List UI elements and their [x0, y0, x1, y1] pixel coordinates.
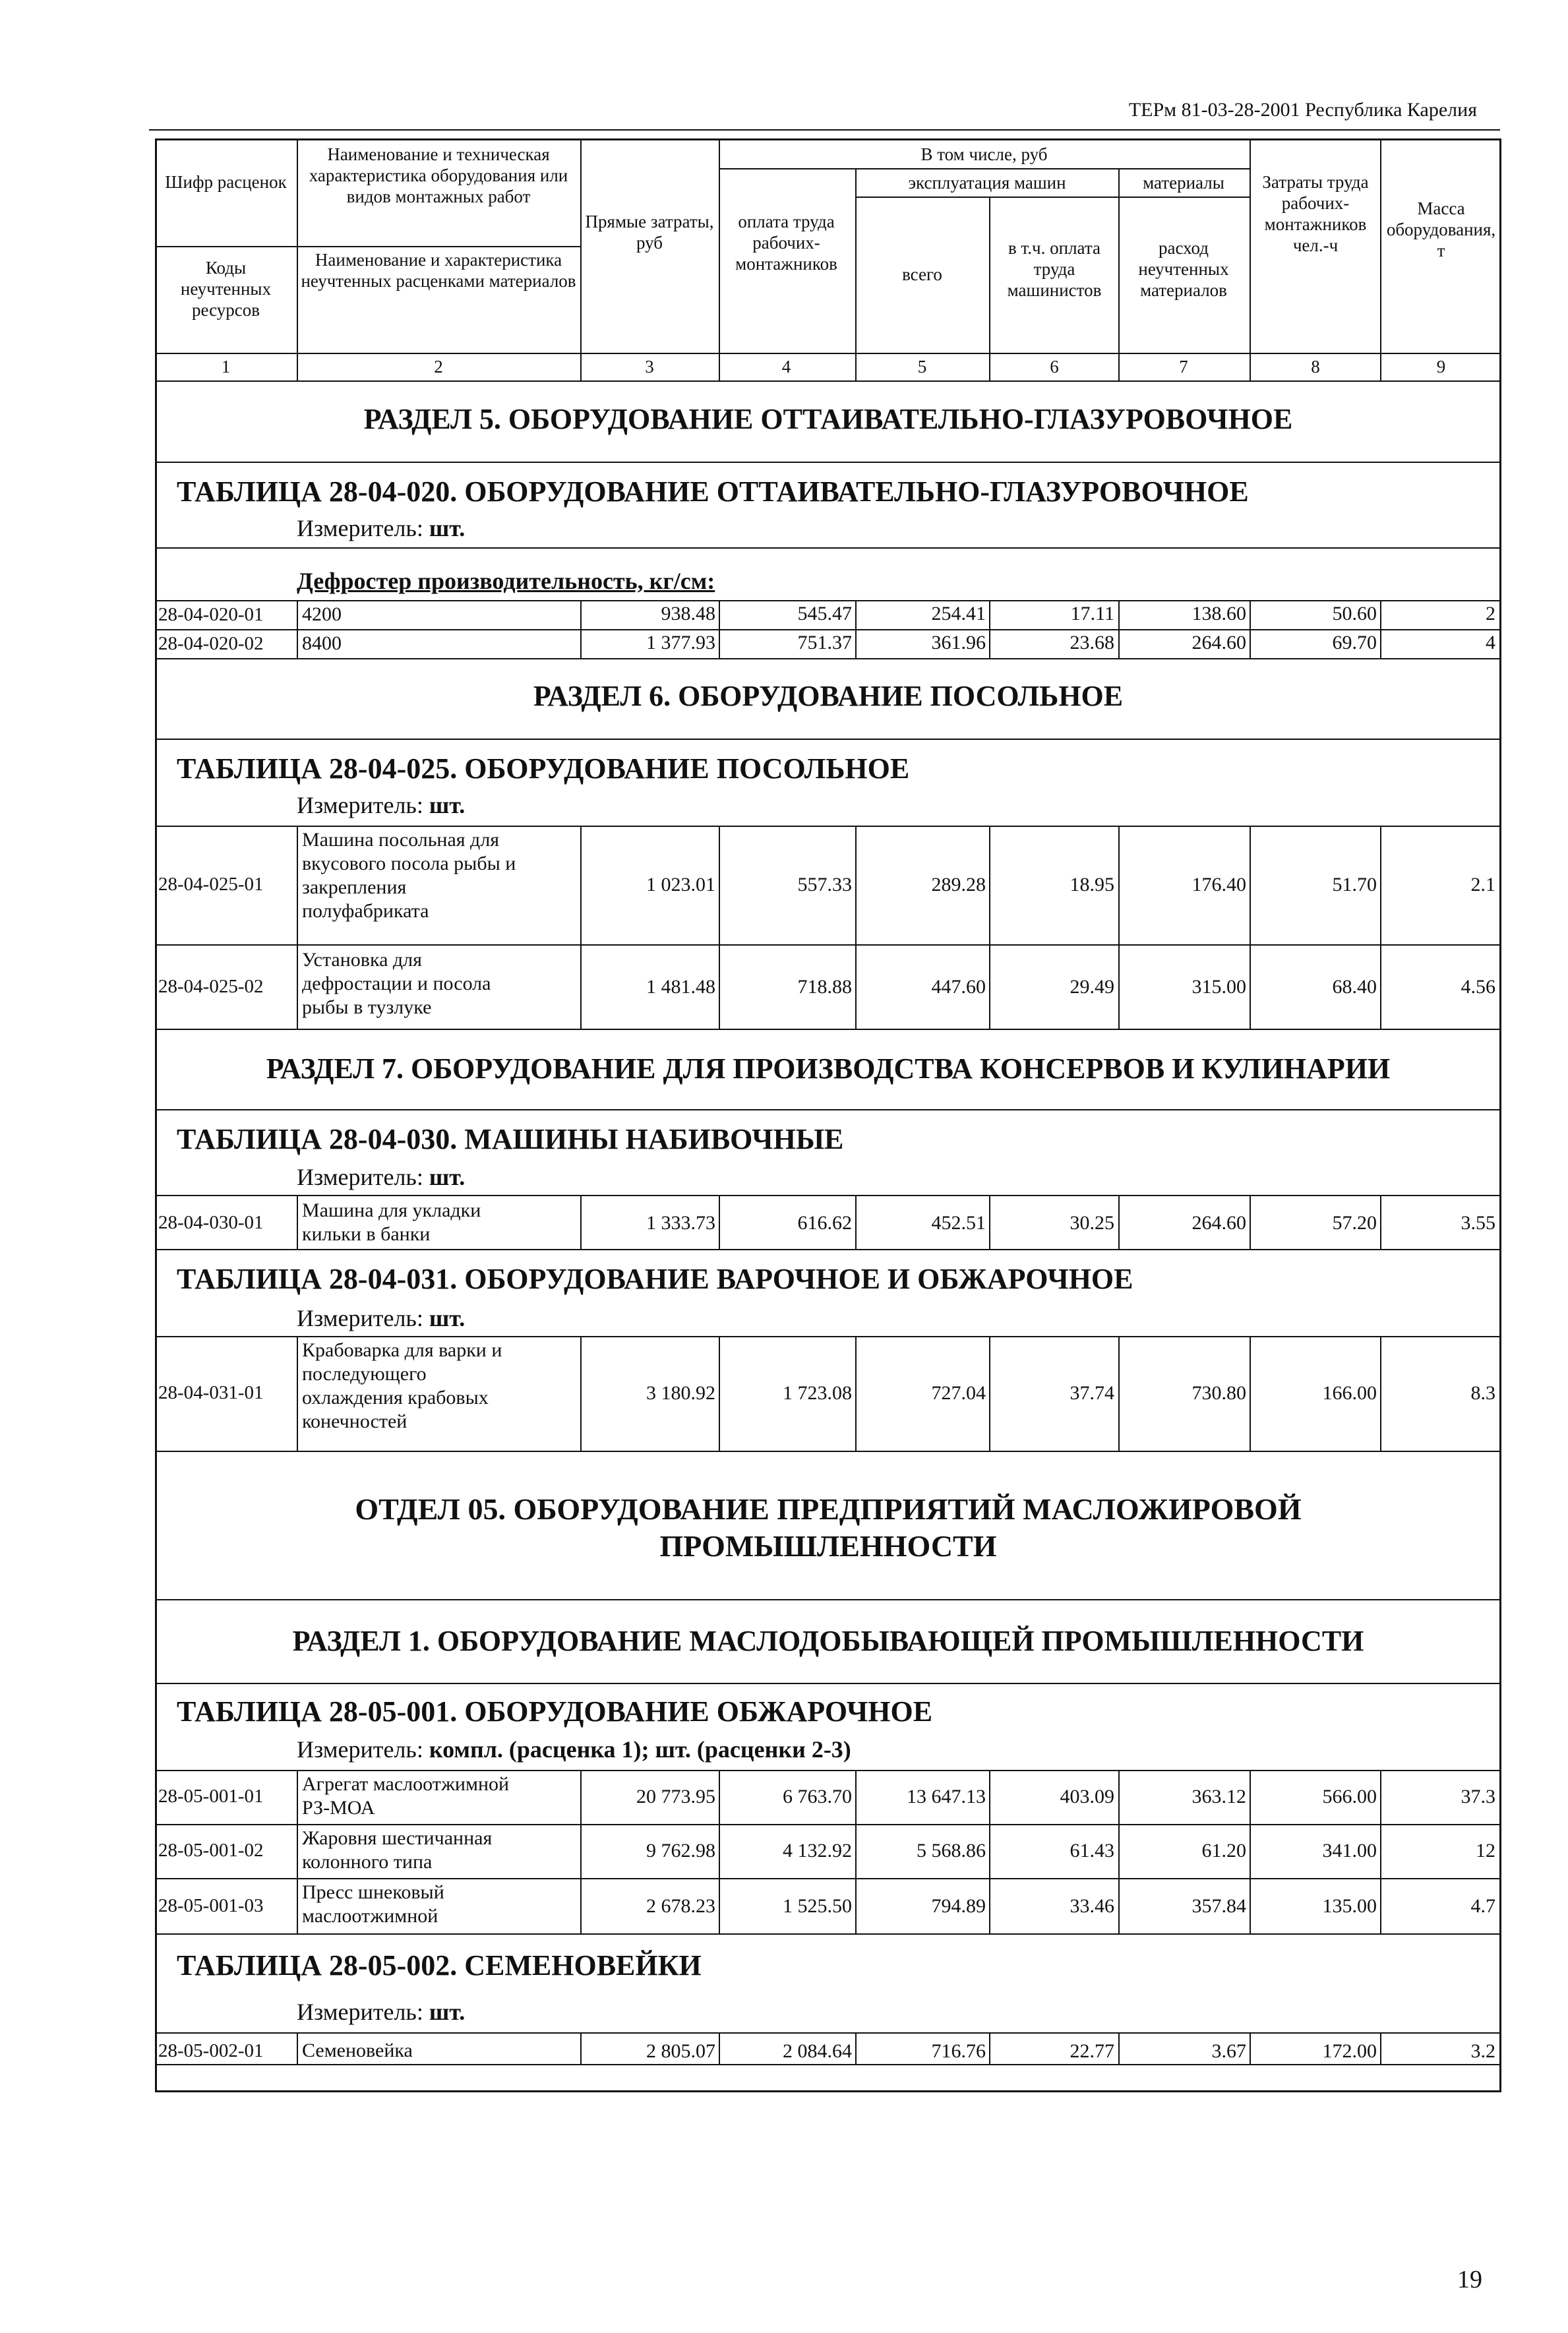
body-vline: [1118, 1336, 1120, 1451]
body-vline: [580, 600, 582, 658]
body-vline: [1250, 1770, 1251, 1933]
body-vline: [297, 1770, 298, 1933]
hline-s7d: [155, 1336, 1501, 1337]
row-name: [302, 948, 491, 1019]
code-split-line: [155, 246, 297, 247]
col7-header: расход неучтенных материалов: [1138, 238, 1229, 300]
body-vline: [1380, 2032, 1381, 2064]
cell-mass: 3.55: [1461, 1212, 1495, 1234]
cell-machine-total: 289.28: [931, 874, 986, 895]
row-code: 28-04-020-01: [158, 604, 264, 625]
colnum-6: 6: [1050, 357, 1059, 377]
body-vline: [1380, 1195, 1381, 1249]
cell-mass: 12: [1476, 1840, 1495, 1862]
body-vline: [297, 2032, 298, 2064]
body-vline: [989, 1195, 990, 1249]
hline-s7b: [155, 1195, 1501, 1196]
col2b-header: Наименование и характеристика неучтенных расценками материалов: [301, 250, 576, 291]
row-name-line: охлаждения крабовых: [302, 1387, 489, 1409]
col4-header: оплата труда рабочих-монтажников: [735, 212, 837, 274]
cell-mass: 2.1: [1470, 874, 1495, 895]
measure-r1a: [297, 1736, 851, 1763]
cell-mass: 2: [1486, 603, 1495, 624]
colnum-9: 9: [1436, 357, 1446, 377]
body-vline: [1380, 600, 1381, 658]
cell-labor-hours: 50.60: [1332, 603, 1377, 624]
table-28-04-030-title: ТАБЛИЦА 28-04-030. МАШИНЫ НАБИВОЧНЫЕ: [177, 1123, 844, 1155]
measure-label: Измеритель:: [297, 1305, 423, 1331]
cell-mass: 4: [1486, 632, 1495, 653]
body-vline: [719, 2032, 720, 2064]
hline-s7: [155, 1109, 1501, 1110]
measure-r1b: [297, 1998, 465, 2026]
cell-direct-cost: 1 481.48: [646, 976, 715, 998]
cell-labor-hours: 166.00: [1322, 1382, 1377, 1404]
cell-machinist-pay: 30.25: [1070, 1212, 1114, 1234]
body-vline: [855, 1195, 857, 1249]
page-header: ТЕРм 81-03-28-2001 Республика Карелия: [1128, 99, 1477, 121]
row-code: 28-05-002-01: [158, 2040, 264, 2061]
cell-direct-cost: 2 805.07: [646, 2040, 715, 2062]
col5-header: всего: [902, 264, 942, 284]
measure-unit: компл. (расценка 1); шт. (расценки 2-3): [429, 1736, 851, 1763]
vline-7: [1250, 138, 1251, 380]
cell-machine-total: 447.60: [931, 976, 986, 998]
body-vline: [855, 1770, 857, 1933]
colnum-2: 2: [434, 357, 443, 377]
cell-materials: 363.12: [1191, 1786, 1246, 1807]
row-name: [302, 1827, 492, 1874]
hline-r1d: [155, 1878, 1501, 1879]
cell-labor-pay: 2 084.64: [783, 2040, 852, 2062]
cell-machinist-pay: 18.95: [1070, 874, 1114, 895]
cell-direct-cost: 9 762.98: [646, 1840, 715, 1862]
row-name-line: Установка для: [302, 949, 422, 971]
measure-label: Измеритель:: [297, 1736, 423, 1763]
cell-labor-hours: 135.00: [1322, 1895, 1377, 1917]
cell-materials: 3.67: [1211, 2040, 1246, 2062]
row-code: 28-04-020-02: [158, 633, 264, 654]
hline-s7e: [155, 1451, 1501, 1452]
cell-labor-pay: 557.33: [797, 874, 852, 895]
cell-labor-pay: 1 723.08: [783, 1382, 852, 1404]
colnum-1: 1: [221, 357, 231, 377]
table-28-04-025-title: ТАБЛИЦА 28-04-025. ОБОРУДОВАНИЕ ПОСОЛЬНОЕ: [177, 752, 910, 785]
cell-machine-total: 727.04: [931, 1382, 986, 1404]
vline-1: [297, 138, 298, 380]
cell-machinist-pay: 17.11: [1070, 603, 1114, 624]
row-name-line: вкусового посола рыбы и: [302, 853, 516, 874]
col9-header: Масса оборудования, т: [1386, 198, 1496, 260]
body-vline: [580, 1336, 582, 1451]
cell-mass: 4.56: [1461, 976, 1495, 998]
vline-8: [1380, 138, 1381, 380]
measure-label: Измеритель:: [297, 1164, 423, 1190]
body-vline: [989, 1336, 990, 1451]
body-vline: [989, 2032, 990, 2064]
vline-6: [1118, 168, 1120, 380]
row-name: [302, 1339, 502, 1434]
otdel-title-line1: ОТДЕЛ 05. ОБОРУДОВАНИЕ ПРЕДПРИЯТИЙ МАСЛОЖИРОВОЙ: [355, 1492, 1302, 1526]
cell-direct-cost: 1 333.73: [646, 1212, 715, 1234]
hline-r1f: [155, 2032, 1501, 2034]
hline-s6: [155, 739, 1501, 740]
colnum-3: 3: [645, 357, 654, 377]
hline-r1c: [155, 1824, 1501, 1825]
cell-machine-total: 13 647.13: [907, 1786, 986, 1807]
body-vline: [580, 2032, 582, 2064]
table-28-05-002-title: ТАБЛИЦА 28-05-002. СЕМЕНОВЕЙКИ: [177, 1949, 702, 1982]
row-name-line: конечностей: [302, 1410, 407, 1432]
body-vline: [1250, 600, 1251, 658]
row-name: [302, 1881, 444, 1928]
row-name-line: Пресс шнековый: [302, 1881, 444, 1903]
body-vline: [855, 2032, 857, 2064]
cell-materials: 357.84: [1191, 1895, 1246, 1917]
body-vline: [719, 1336, 720, 1451]
body-vline: [1118, 2032, 1120, 2064]
row-name: 8400: [302, 632, 342, 654]
row-name-line: Агрегат маслоотжимной: [302, 1773, 510, 1795]
cell-machinist-pay: 37.74: [1070, 1382, 1114, 1404]
cell-materials: 264.60: [1191, 632, 1246, 653]
incl-header: В том числе, руб: [920, 144, 1048, 164]
page-number: 19: [1457, 2266, 1482, 2293]
cell-machine-total: 794.89: [931, 1895, 986, 1917]
measure-label: Измеритель:: [297, 1999, 423, 2025]
body-vline: [297, 1195, 298, 1249]
cell-mass: 37.3: [1461, 1786, 1495, 1807]
cell-labor-pay: 4 132.92: [783, 1840, 852, 1862]
measure-s7a: [297, 1163, 465, 1191]
row-name-line: рыбы в тузлуке: [302, 996, 432, 1018]
hline-s6b: [155, 826, 1501, 827]
row-code: 28-05-001-03: [158, 1895, 264, 1916]
vline-2: [580, 138, 582, 380]
cell-mass: 3.2: [1470, 2040, 1495, 2062]
ekspl-header: эксплуатация машин: [908, 173, 1066, 193]
mat-header: материалы: [1143, 173, 1224, 193]
measure-unit: шт.: [429, 1164, 466, 1190]
hline-last: [155, 2064, 1501, 2065]
body-vline: [855, 1336, 857, 1451]
cell-machine-total: 361.96: [931, 632, 986, 653]
row-code: 28-04-031-01: [158, 1382, 264, 1403]
body-vline: [1250, 826, 1251, 1029]
body-vline: [855, 826, 857, 1029]
hline-s5c: [155, 600, 1501, 601]
row-name-line: Машина посольная для: [302, 829, 500, 851]
body-vline: [989, 600, 990, 658]
header-bottom-line: [155, 353, 1501, 354]
col1b-header: Коды неучтенных ресурсов: [180, 258, 272, 320]
colnum-4: 4: [781, 357, 791, 377]
row-name-line: колонного типа: [302, 1851, 433, 1873]
body-vline: [1118, 1770, 1120, 1933]
row-name-line: полуфабриката: [302, 900, 429, 922]
row-name-line: кильки в банки: [302, 1223, 431, 1245]
group-title: Дефростер производительность, кг/см:: [297, 568, 715, 594]
cell-labor-hours: 51.70: [1332, 874, 1377, 895]
body-vline: [1118, 600, 1120, 658]
hline-r1b: [155, 1770, 1501, 1771]
cell-machinist-pay: 61.43: [1070, 1840, 1114, 1862]
cell-mass: 4.7: [1470, 1895, 1495, 1917]
otdel-title-line2: ПРОМЫШЛЕННОСТИ: [659, 1529, 997, 1563]
colnum-8: 8: [1311, 357, 1320, 377]
body-vline: [580, 1770, 582, 1933]
body-vline: [989, 1770, 990, 1933]
cell-direct-cost: 938.48: [661, 603, 715, 624]
cell-labor-hours: 57.20: [1332, 1212, 1377, 1234]
cell-materials: 176.40: [1191, 874, 1246, 895]
col2a-header: Наименование и техническая характеристика оборудования или видов монтажных работ: [309, 144, 568, 206]
row-name: 4200: [302, 603, 342, 625]
measure-unit: шт.: [429, 1999, 466, 2025]
ekspl-line: [855, 197, 1250, 198]
row-name: [302, 1199, 481, 1246]
cell-labor-pay: 718.88: [797, 976, 852, 998]
cell-materials: 61.20: [1201, 1840, 1246, 1862]
vline-4: [855, 168, 857, 380]
body-vline: [1118, 826, 1120, 1029]
row-code: 28-04-030-01: [158, 1212, 264, 1233]
measure-unit: шт.: [429, 515, 466, 541]
colnum-5: 5: [917, 357, 927, 377]
section-6-title: РАЗДЕЛ 6. ОБОРУДОВАНИЕ ПОСОЛЬНОЕ: [533, 680, 1124, 712]
row-code: 28-04-025-02: [158, 976, 264, 997]
cell-direct-cost: 20 773.95: [636, 1786, 715, 1807]
cell-direct-cost: 2 678.23: [646, 1895, 715, 1917]
body-vline: [719, 826, 720, 1029]
vline-3: [719, 138, 720, 380]
cell-machine-total: 5 568.86: [917, 1840, 986, 1862]
row-name-line: Машина для укладки: [302, 1199, 481, 1221]
row-name: Семеновейка: [302, 2040, 413, 2061]
hline-s5: [155, 462, 1501, 463]
cell-labor-pay: 6 763.70: [783, 1786, 852, 1807]
body-vline: [719, 600, 720, 658]
row-name-line: Крабоварка для варки и: [302, 1339, 502, 1361]
body-vline: [1380, 1770, 1381, 1933]
row-name-line: последующего: [302, 1363, 427, 1385]
body-vline: [580, 826, 582, 1029]
col3-header: Прямые затраты, руб: [585, 212, 714, 253]
row-name: [302, 1772, 509, 1820]
colnum-bottom-line: [155, 380, 1501, 382]
measure-unit: шт.: [429, 1305, 466, 1331]
hline-otdel: [155, 1599, 1501, 1600]
measure-s5: [297, 514, 465, 542]
hline-s6d: [155, 1029, 1501, 1030]
body-vline: [580, 1195, 582, 1249]
cell-labor-pay: 1 525.50: [783, 1895, 852, 1917]
col1a-header: Шифр расценок: [165, 172, 287, 192]
body-vline: [297, 600, 298, 658]
table-28-04-020-title: ТАБЛИЦА 28-04-020. ОБОРУДОВАНИЕ ОТТАИВАТЕЛЬНО-ГЛАЗУРОВОЧНОЕ: [177, 475, 1249, 508]
cell-machinist-pay: 33.46: [1070, 1895, 1114, 1917]
cell-labor-hours: 566.00: [1322, 1786, 1377, 1807]
body-vline: [1380, 1336, 1381, 1451]
col6-header: в т.ч. оплата труда машинистов: [1007, 238, 1102, 300]
cell-machine-total: 452.51: [931, 1212, 986, 1234]
cell-mass: 8.3: [1470, 1382, 1495, 1404]
body-vline: [297, 826, 298, 1029]
measure-label: Измеритель:: [297, 792, 423, 818]
row-name-line: маслоотжимной: [302, 1905, 438, 1927]
row-name-line: РЗ-МОА: [302, 1797, 375, 1819]
cell-labor-pay: 545.47: [797, 603, 852, 624]
row-name: [302, 828, 516, 923]
razdel-1-title: РАЗДЕЛ 1. ОБОРУДОВАНИЕ МАСЛОДОБЫВАЮЩЕЙ ПРОМЫШЛЕННОСТИ: [292, 1625, 1364, 1657]
body-vline: [719, 1770, 720, 1933]
cell-direct-cost: 1 377.93: [646, 632, 715, 653]
row-code: 28-05-001-02: [158, 1840, 264, 1861]
measure-s7b: [297, 1304, 465, 1332]
cell-machine-total: 716.76: [931, 2040, 986, 2062]
body-vline: [1118, 1195, 1120, 1249]
cell-labor-pay: 751.37: [797, 632, 852, 653]
cell-machinist-pay: 403.09: [1060, 1786, 1114, 1807]
incl-line: [719, 168, 1250, 169]
table-28-04-031-title: ТАБЛИЦА 28-04-031. ОБОРУДОВАНИЕ ВАРОЧНОЕ И ОБЖАРОЧНОЕ: [177, 1263, 1133, 1295]
cell-labor-hours: 172.00: [1322, 2040, 1377, 2062]
cell-materials: 264.60: [1191, 1212, 1246, 1234]
hline-r1: [155, 1683, 1501, 1684]
table-28-05-001-title: ТАБЛИЦА 28-05-001. ОБОРУДОВАНИЕ ОБЖАРОЧНОЕ: [177, 1695, 933, 1728]
cell-materials: 138.60: [1191, 603, 1246, 624]
row-code: 28-04-025-01: [158, 874, 264, 895]
measure-s6: [297, 791, 465, 819]
cell-labor-hours: 69.70: [1332, 632, 1377, 653]
measure-label: Измеритель:: [297, 515, 423, 541]
measure-unit: шт.: [429, 792, 466, 818]
body-vline: [1380, 826, 1381, 1029]
section-7-title: РАЗДЕЛ 7. ОБОРУДОВАНИЕ ДЛЯ ПРОИЗВОДСТВА КОНСЕРВОВ И КУЛИНАРИИ: [266, 1052, 1391, 1085]
hline-r1e: [155, 1933, 1501, 1935]
body-vline: [1250, 1336, 1251, 1451]
cell-machinist-pay: 22.77: [1070, 2040, 1114, 2062]
cell-labor-pay: 616.62: [797, 1212, 852, 1234]
hline-s5e: [155, 658, 1501, 659]
header-rule: [149, 129, 1500, 131]
cell-machine-total: 254.41: [931, 603, 986, 624]
cell-materials: 730.80: [1191, 1382, 1246, 1404]
hline-s5b: [155, 547, 1501, 549]
body-vline: [719, 1195, 720, 1249]
hline-s6c: [155, 944, 1501, 946]
cell-labor-hours: 341.00: [1322, 1840, 1377, 1862]
vline-5: [989, 197, 990, 380]
cell-direct-cost: 1 023.01: [646, 874, 715, 895]
cell-materials: 315.00: [1191, 976, 1246, 998]
hline-s7c: [155, 1249, 1501, 1250]
col8-header: Затраты труда рабочих-монтажников чел.-ч: [1262, 172, 1369, 255]
body-vline: [1250, 1195, 1251, 1249]
row-name-line: дефростации и посола: [302, 973, 491, 994]
body-vline: [1250, 2032, 1251, 2064]
body-vline: [297, 1336, 298, 1451]
row-name-line: Жаровня шестичанная: [302, 1827, 493, 1849]
name-split-line: [297, 246, 580, 247]
body-vline: [855, 600, 857, 658]
cell-machinist-pay: 29.49: [1070, 976, 1114, 998]
body-vline: [989, 826, 990, 1029]
hline-s5d: [155, 629, 1501, 630]
section-5-title: РАЗДЕЛ 5. ОБОРУДОВАНИЕ ОТТАИВАТЕЛЬНО-ГЛАЗУРОВОЧНОЕ: [363, 403, 1293, 435]
row-name-line: закрепления: [302, 876, 407, 898]
cell-machinist-pay: 23.68: [1070, 632, 1114, 653]
colnum-7: 7: [1179, 357, 1188, 377]
cell-labor-hours: 68.40: [1332, 976, 1377, 998]
row-code: 28-05-001-01: [158, 1786, 264, 1807]
cell-direct-cost: 3 180.92: [646, 1382, 715, 1404]
